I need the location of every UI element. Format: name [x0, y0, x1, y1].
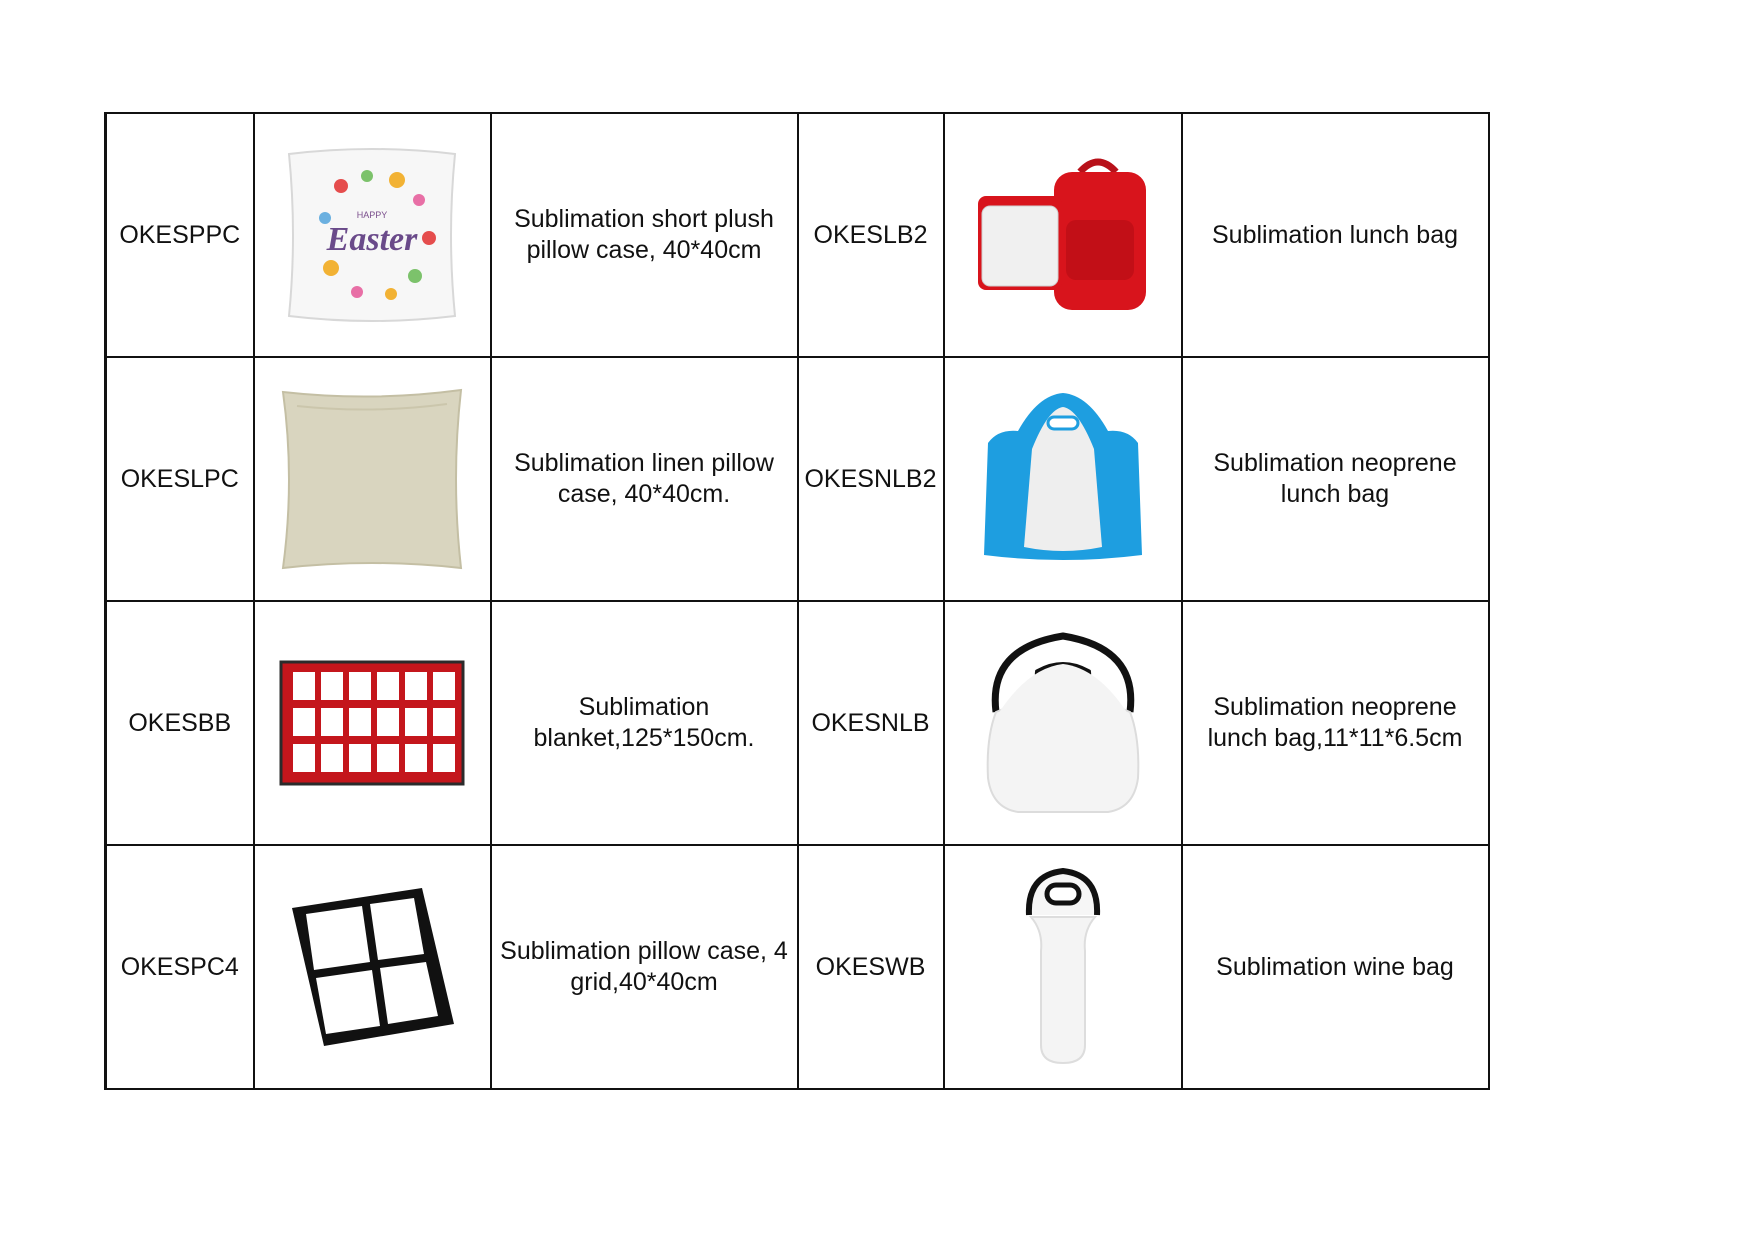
- product-code: OKESLB2: [798, 113, 944, 357]
- product-description: Sublimation pillow case, 4 grid,40*40cm: [491, 845, 798, 1089]
- table-row: [106, 845, 1489, 1089]
- table-row: [106, 357, 1489, 601]
- product-image: [944, 113, 1182, 357]
- product-code: OKESNLB2: [798, 357, 944, 601]
- table-row: [106, 113, 1489, 357]
- product-description: Sublimation blanket,125*150cm.: [491, 601, 798, 845]
- red-lunch-bag-icon: [970, 150, 1156, 320]
- product-code: OKESWB: [798, 845, 944, 1089]
- blue-neoprene-lunch-bag-icon: [978, 389, 1148, 569]
- product-code: OKESNLB: [798, 601, 944, 845]
- product-description: Sublimation lunch bag: [1182, 113, 1489, 357]
- product-description: Sublimation neoprene lunch bag: [1182, 357, 1489, 601]
- product-description: Sublimation neoprene lunch bag,11*11*6.5cm: [1182, 601, 1489, 845]
- wine-bag-icon: [1023, 867, 1103, 1067]
- product-code: OKESLPC: [106, 357, 254, 601]
- product-description: Sublimation wine bag: [1182, 845, 1489, 1089]
- product-code: OKESPC4: [106, 845, 254, 1089]
- product-code: OKESPPC: [106, 113, 254, 357]
- easter-pillow-icon: [279, 142, 465, 328]
- panel-blanket-icon: [279, 660, 465, 786]
- product-image: [944, 357, 1182, 601]
- four-grid-pillow-icon: [284, 884, 460, 1050]
- product-description: Sublimation linen pillow case, 40*40cm.: [491, 357, 798, 601]
- product-image: [254, 357, 491, 601]
- product-code: OKESBB: [106, 601, 254, 845]
- product-image: [944, 845, 1182, 1089]
- product-description: Sublimation short plush pillow case, 40*40cm: [491, 113, 798, 357]
- pillow-print-small: HAPPY: [356, 210, 388, 220]
- product-image: [944, 601, 1182, 845]
- product-image: [254, 113, 491, 357]
- product-image: [254, 845, 491, 1089]
- pillow-print-large: Easter: [326, 221, 418, 258]
- product-table: [104, 112, 1490, 1090]
- table-row: [106, 601, 1489, 845]
- product-image: [254, 601, 491, 845]
- neoprene-tote-icon: [978, 628, 1148, 818]
- linen-pillow-icon: [277, 386, 467, 572]
